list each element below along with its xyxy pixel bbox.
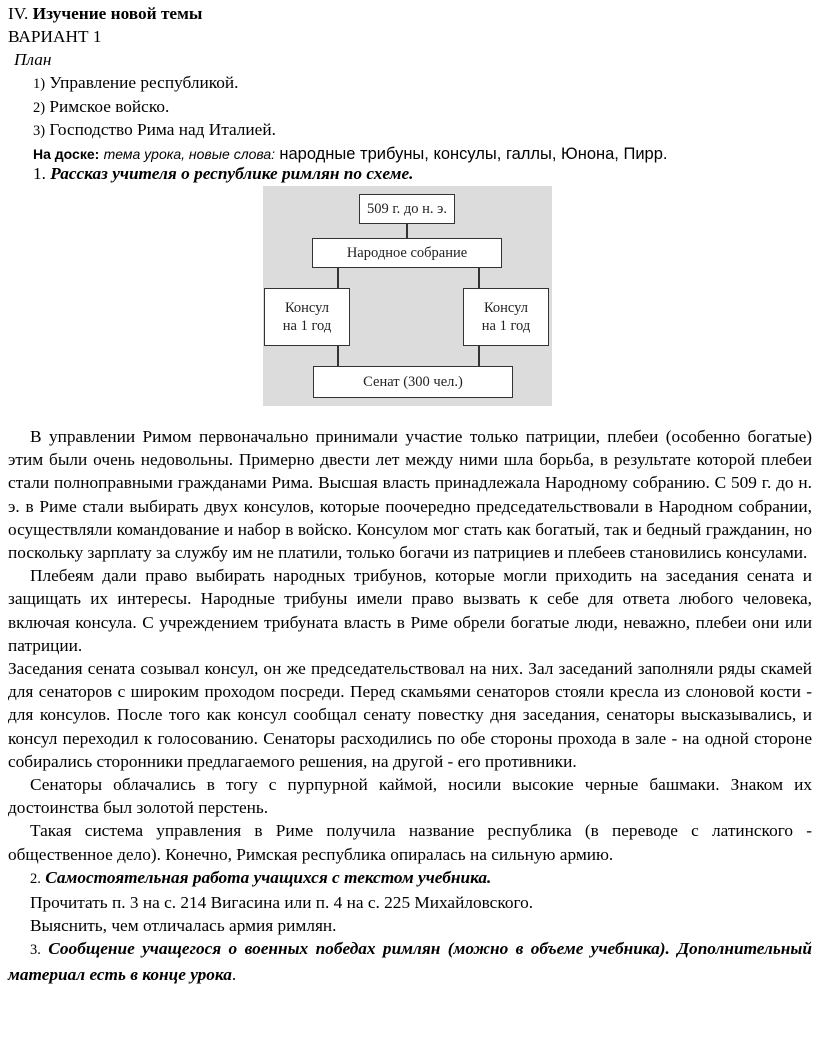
paragraph-2: Плебеям дали право выбирать народных трибунов, которые могли приходить на заседания сената и защищать их интересы. Народные трибуны имели право вызвать к себе для ответа любого человека, включая консула. С учреждением трибуната власть в Риме обрели богатые люди, неважно, плебеи они или патриции. [8, 566, 812, 655]
consul-right-box: Консул на 1 год [463, 288, 549, 346]
step-3-block: 3. Сообщение учащегося о военных победах римлян (можно в объеме учебника). Дополнительный материал есть в конце урока. [8, 939, 813, 984]
consul-left-box: Консул на 1 год [264, 288, 350, 346]
board-hint: тема урока, новые слова: [103, 146, 276, 162]
section-number: IV. [8, 4, 29, 23]
assembly-box: Народное собрание [312, 238, 502, 268]
paragraph-4: Сенаторы облачались в тогу с пурпурной каймой, носили высокие черные башмаки. Знаком их достоинства был золотой перстень. [8, 775, 812, 818]
paragraph-1: В управлении Римом первоначально принимали участие только патриции, плебеи (особенно богатые) этим были очень недовольны. Примерно двести лет между ними шла борьба, в результате которой плебеи стали полноправными гражданами Рима. Высшая власть принадлежала Народному собранию. С 509 г. до н. э. в Риме стали выбирать двух консулов, которые поочередно председательствовали в Народном собрании, осуществляли командование и набор в войско. Консулом мог стать как богатый, так и бедный гражданин, но поскольку зарплату за службу им не платили, только богачи из патрициев и плебеев становились консулами. [8, 427, 812, 563]
step-2-heading: 2. Самостоятельная работа учащихся с текстом учебника. [30, 867, 492, 887]
board-label: На доске: [33, 146, 100, 162]
republic-scheme-diagram [263, 186, 552, 406]
section-heading [8, 2, 202, 25]
step-1-heading: 1. Рассказ учителя о республике римлян по схеме. [33, 164, 414, 183]
step-2-line-2: Выяснить, чем отличалась армия римлян. [30, 916, 337, 936]
senate-box: Сенат (300 чел.) [313, 366, 513, 398]
connector [478, 268, 480, 289]
year-box: 509 г. до н. э. [359, 194, 455, 224]
step-2-line-1: Прочитать п. 3 на с. 214 Вигасина или п. 4 на с. 225 Михайловского. [30, 893, 534, 913]
plan-item-3: 3) Господство Рима над Италией. [33, 120, 276, 139]
paragraph-3: Заседания сената созывал консул, он же председательствовал на них. Зал заседаний заполняли ряды скамей для сенаторов с широким проходом посреди. Перед скамьями сенаторов стояли кресла из слоновой кости - для консулов. После того как консул сообщал сенату повестку дня заседания, сенаторы высказывались, и консул переходил к голосованию. Сенаторы расходились по обе стороны прохода в зале - на одной стороне собирались сторонники предлагаемого решения, на другой - его противники. [8, 659, 812, 771]
connector [337, 346, 339, 366]
section-title: Изучение новой темы [32, 4, 203, 23]
plan-item-1: 1) Управление республикой. [33, 73, 239, 92]
connector [478, 346, 480, 366]
paragraph-5: Такая система управления в Риме получила название республика (в переводе с латинского - общественное дело). Конечно, Римская республика опиралась на сильную армию. [8, 821, 812, 864]
plan-item-2: 2) Римское войско. [33, 97, 170, 116]
plan-label: План [14, 50, 52, 69]
board-words: народные трибуны, консулы, галлы, Юнона, Пирр. [279, 145, 668, 163]
variant-label: ВАРИАНТ 1 [8, 27, 102, 46]
body-text [8, 425, 812, 986]
connector [406, 224, 408, 238]
connector [337, 268, 339, 289]
